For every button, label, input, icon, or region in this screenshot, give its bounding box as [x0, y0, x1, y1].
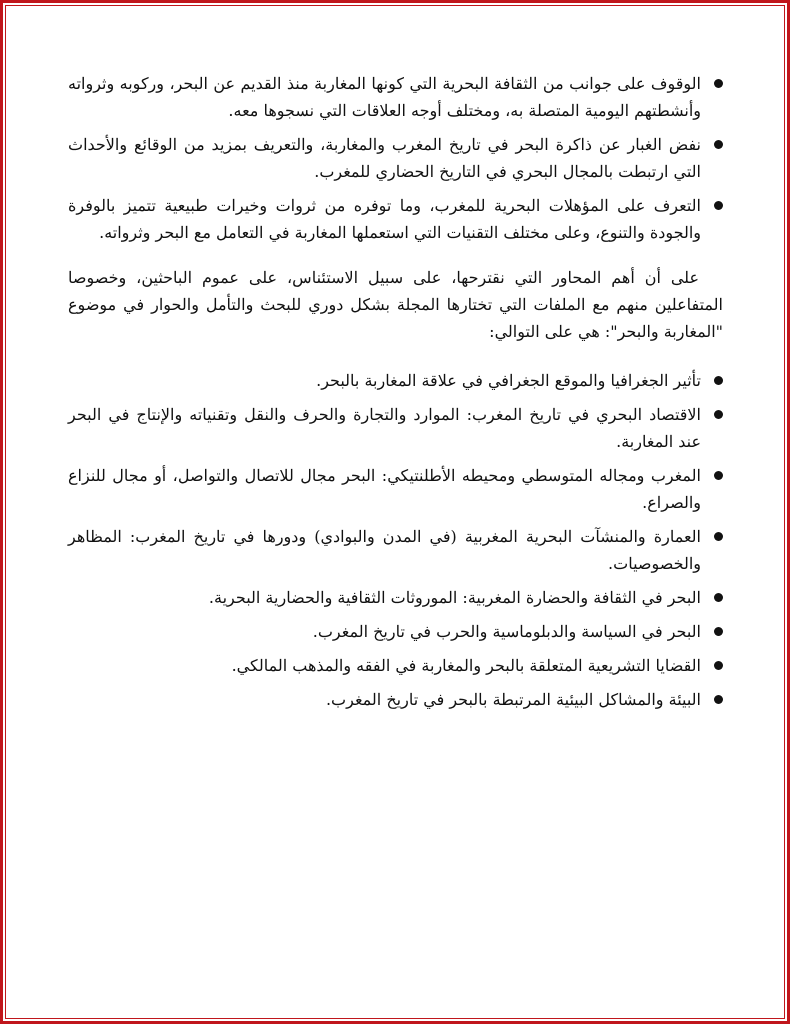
list-item-text: الوقوف على جوانب من الثقافة البحرية التي كونها المغاربة منذ القديم عن البحر، وركوبه وثرواته وأنشطتهم اليومية المتصلة به، ومختلف أوجه العلاقات التي نسجوها معه.	[68, 74, 702, 120]
list-item	[68, 192, 723, 246]
list-item	[68, 401, 723, 455]
list-item	[68, 686, 723, 713]
list-item-text: البحر في السياسة والدبلوماسية والحرب في تاريخ المغرب.	[312, 622, 701, 641]
bullet-icon	[714, 376, 723, 385]
list-item	[68, 131, 723, 185]
list-item	[68, 367, 723, 394]
intro-paragraph: على أن أهم المحاور التي نقترحها، على سبيل الاستئناس، على عموم الباحثين، وخصوصا المتفاعلين منهم مع الملفات التي تختارها المجلة بشكل دوري للبحث والتأمل والحوار في موضوع "المغاربة والبحر": هي على التوالي:	[68, 268, 723, 341]
bullet-icon	[714, 410, 723, 419]
list-item-text: المغرب ومجاله المتوسطي ومحيطه الأطلنتيكي: البحر مجال للاتصال والتواصل، أو مجال للنزاع والصراع.	[68, 466, 701, 512]
bullet-icon	[714, 695, 723, 704]
list-item	[68, 584, 723, 611]
list-item-text: البحر في الثقافة والحضارة المغربية: الموروثات الثقافية والحضارية البحرية.	[208, 588, 701, 607]
list-item	[68, 70, 723, 124]
bullet-icon	[714, 627, 723, 636]
list-item	[68, 652, 723, 679]
list-item-text: التعرف على المؤهلات البحرية للمغرب، وما توفره من ثروات وخيرات طبيعية تتميز بالوفرة والجودة والتنوع، وعلى مختلف التقنيات التي استعملها المغاربة في التعامل مع البحر وثرواته.	[68, 196, 701, 242]
list-item-text: الاقتصاد البحري في تاريخ المغرب: الموارد والتجارة والحرف والنقل وتقنياته والإنتاج في البحر عند المغاربة.	[68, 405, 701, 451]
list-item-text: العمارة والمنشآت البحرية المغربية (في المدن والبوادي) ودورها في تاريخ المغرب: المظاهر والخصوصيات.	[68, 527, 701, 573]
bullet-icon	[714, 661, 723, 670]
bullet-icon	[714, 79, 723, 88]
bullet-icon	[714, 471, 723, 480]
list-item-text: نفض الغبار عن ذاكرة البحر في تاريخ المغرب والمغاربة، والتعريف بمزيد من الوقائع والأحداث التي ارتبطت بالمجال البحري في التاريخ الحضاري للمغرب.	[68, 135, 701, 181]
bullet-icon	[714, 593, 723, 602]
bullet-icon	[714, 140, 723, 149]
list-item	[68, 618, 723, 645]
list-item	[68, 462, 723, 516]
bullet-icon	[714, 532, 723, 541]
bullet-icon	[714, 201, 723, 210]
list-item-text: البيئة والمشاكل البيئية المرتبطة بالبحر في تاريخ المغرب.	[325, 690, 701, 709]
document-body	[68, 70, 723, 720]
list-item-text: تأثير الجغرافيا والموقع الجغرافي في علاقة المغاربة بالبحر.	[316, 371, 701, 390]
goals-list	[68, 70, 723, 246]
axes-list	[68, 367, 723, 713]
list-item-text: القضايا التشريعية المتعلقة بالبحر والمغاربة في الفقه والمذهب المالكي.	[231, 656, 701, 675]
list-item	[68, 523, 723, 577]
